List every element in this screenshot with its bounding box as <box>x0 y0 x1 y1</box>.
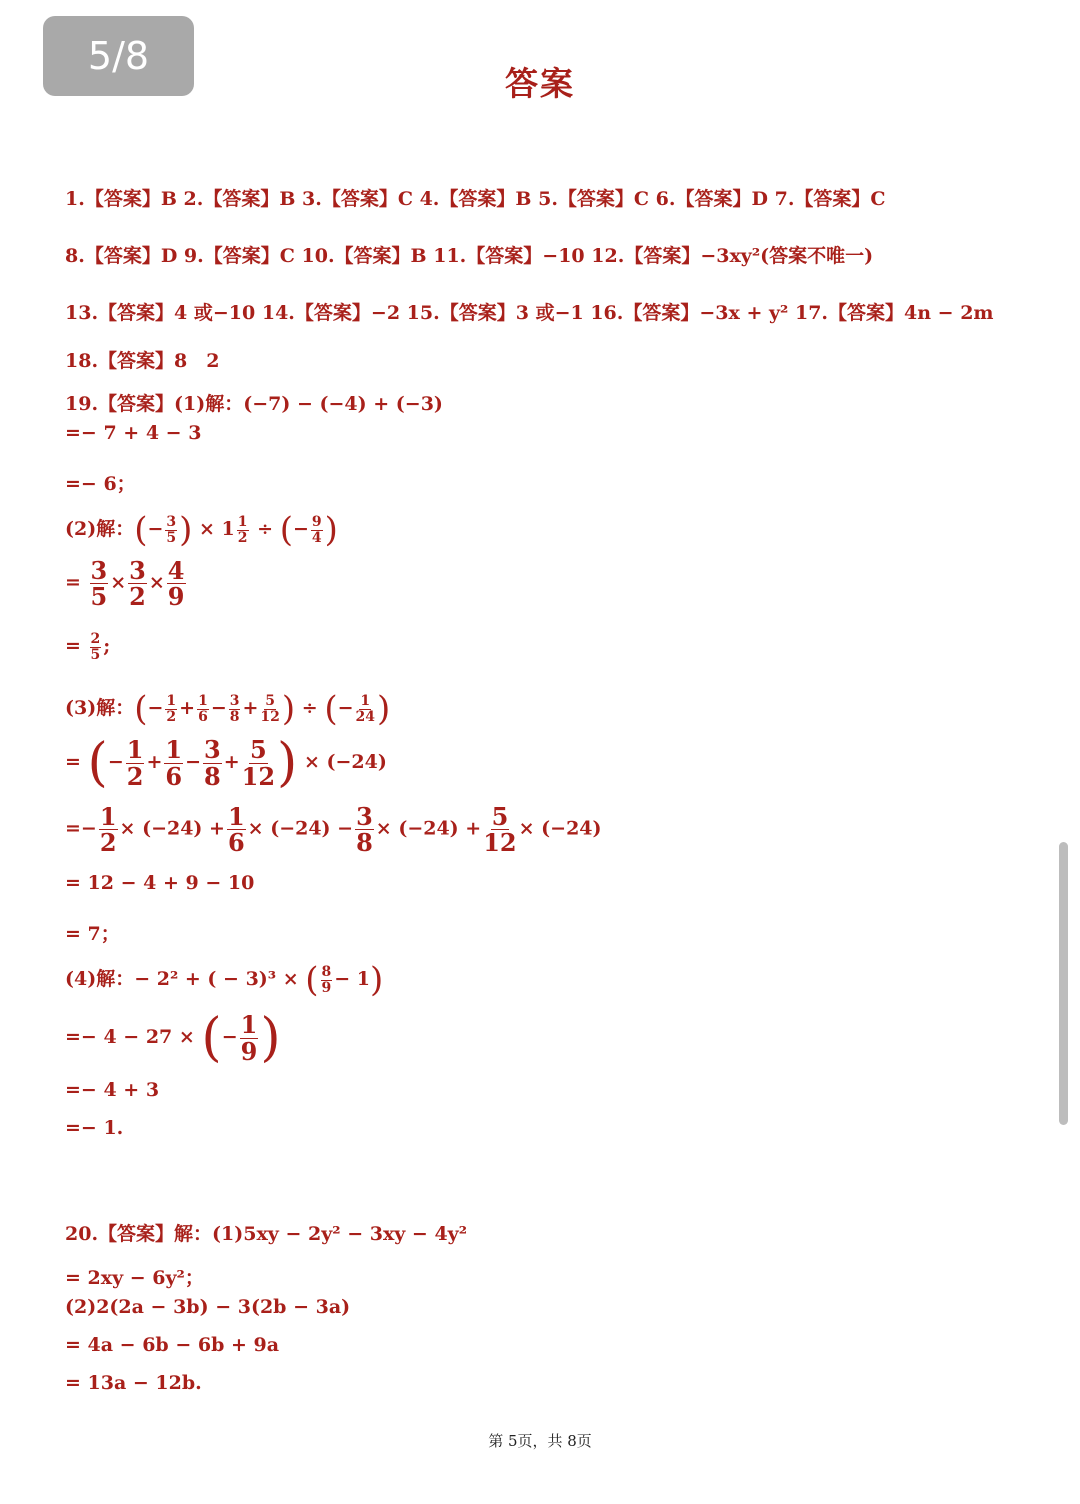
answer-line-10: = $\frac{2}{5}$ ; <box>65 631 111 663</box>
answer-line-19: =− 1. <box>65 1117 124 1139</box>
answer-line-3: 13.【答案】4 或−10 14.【答案】−2 15.【答案】3 或−1 16.【答案】−3x + y² 17.【答案】4n − 2m <box>65 302 994 324</box>
answer-line-1: 1.【答案】B 2.【答案】B 3.【答案】C 4.【答案】B 5.【答案】C 6.【答案】D 7.【答案】C <box>65 188 886 210</box>
vertical-scrollbar[interactable] <box>1059 842 1068 1125</box>
answer-line-16: (4)解：− 2² + ( − 3)³ × ( $\frac{8}{9}$ − 1) <box>65 960 384 1000</box>
answer-line-7: =− 6； <box>65 473 136 495</box>
answer-line-13: =− $\frac{1}{2}$ × (−24) + $\frac{1}{6}$ × (−24) − $\frac{3}{8}$ × (−24) + $\frac{5}{12}$ × (−24) <box>65 802 602 858</box>
answer-line-9: = $\frac{3}{5}$ × $\frac{3}{2}$ × $\frac{4}{9}$ <box>65 556 185 612</box>
answer-line-8: (2)解：(− $\frac{3}{5}$ ) × 1 $\frac{1}{2}$ ÷ (− $\frac{9}{4}$ ) <box>65 510 338 550</box>
page-footer: 第 5页，共 8页 <box>488 1432 592 1450</box>
answer-line-21: = 2xy − 6y²； <box>65 1267 204 1289</box>
answer-line-23: = 4a − 6b − 6b + 9a <box>65 1334 280 1356</box>
line-prefix: (3)解： <box>65 697 135 719</box>
answer-line-14: = 12 − 4 + 9 − 10 <box>65 872 255 894</box>
answer-line-4: 18.【答案】8 2 <box>65 350 220 372</box>
answer-line-20: 20.【答案】解：(1)5xy − 2y² − 3xy − 4y² <box>65 1223 468 1245</box>
answer-line-22: (2)2(2a − 3b) − 3(2b − 3a) <box>65 1296 351 1318</box>
answer-line-18: =− 4 + 3 <box>65 1079 160 1101</box>
answer-line-15: = 7； <box>65 923 120 945</box>
answer-line-6: =− 7 + 4 − 3 <box>65 422 202 444</box>
answer-line-17: =− 4 − 27 × (− $\frac{1}{9}$ ) <box>65 1008 281 1068</box>
answer-line-11: (3)解：(− $\frac{1}{2}$ + $\frac{1}{6}$ − $\frac{3}{8}$ + $\frac{5}{12}$ ) ÷ (− $\frac{1}{24}$ ) <box>65 689 391 729</box>
answer-line-24: = 13a − 12b. <box>65 1372 202 1394</box>
answer-line-5: 19.【答案】(1)解：(−7) − (−4) + (−3) <box>65 393 443 415</box>
page-indicator: 5/8 <box>43 16 194 96</box>
page-title: 答案 <box>505 64 575 103</box>
answer-line-12: = (− $\frac{1}{2}$ + $\frac{1}{6}$ − $\frac{3}{8}$ + $\frac{5}{12}$ ) × (−24) <box>65 733 387 793</box>
line-prefix: =− 4 − 27 × <box>65 1026 202 1048</box>
line-prefix: (2)解： <box>65 518 135 540</box>
answer-line-2: 8.【答案】D 9.【答案】C 10.【答案】B 11.【答案】−10 12.【答案】−3xy²(答案不唯一) <box>65 245 874 267</box>
line-prefix: (4)解：− 2² + ( − 3)³ × <box>65 968 306 990</box>
